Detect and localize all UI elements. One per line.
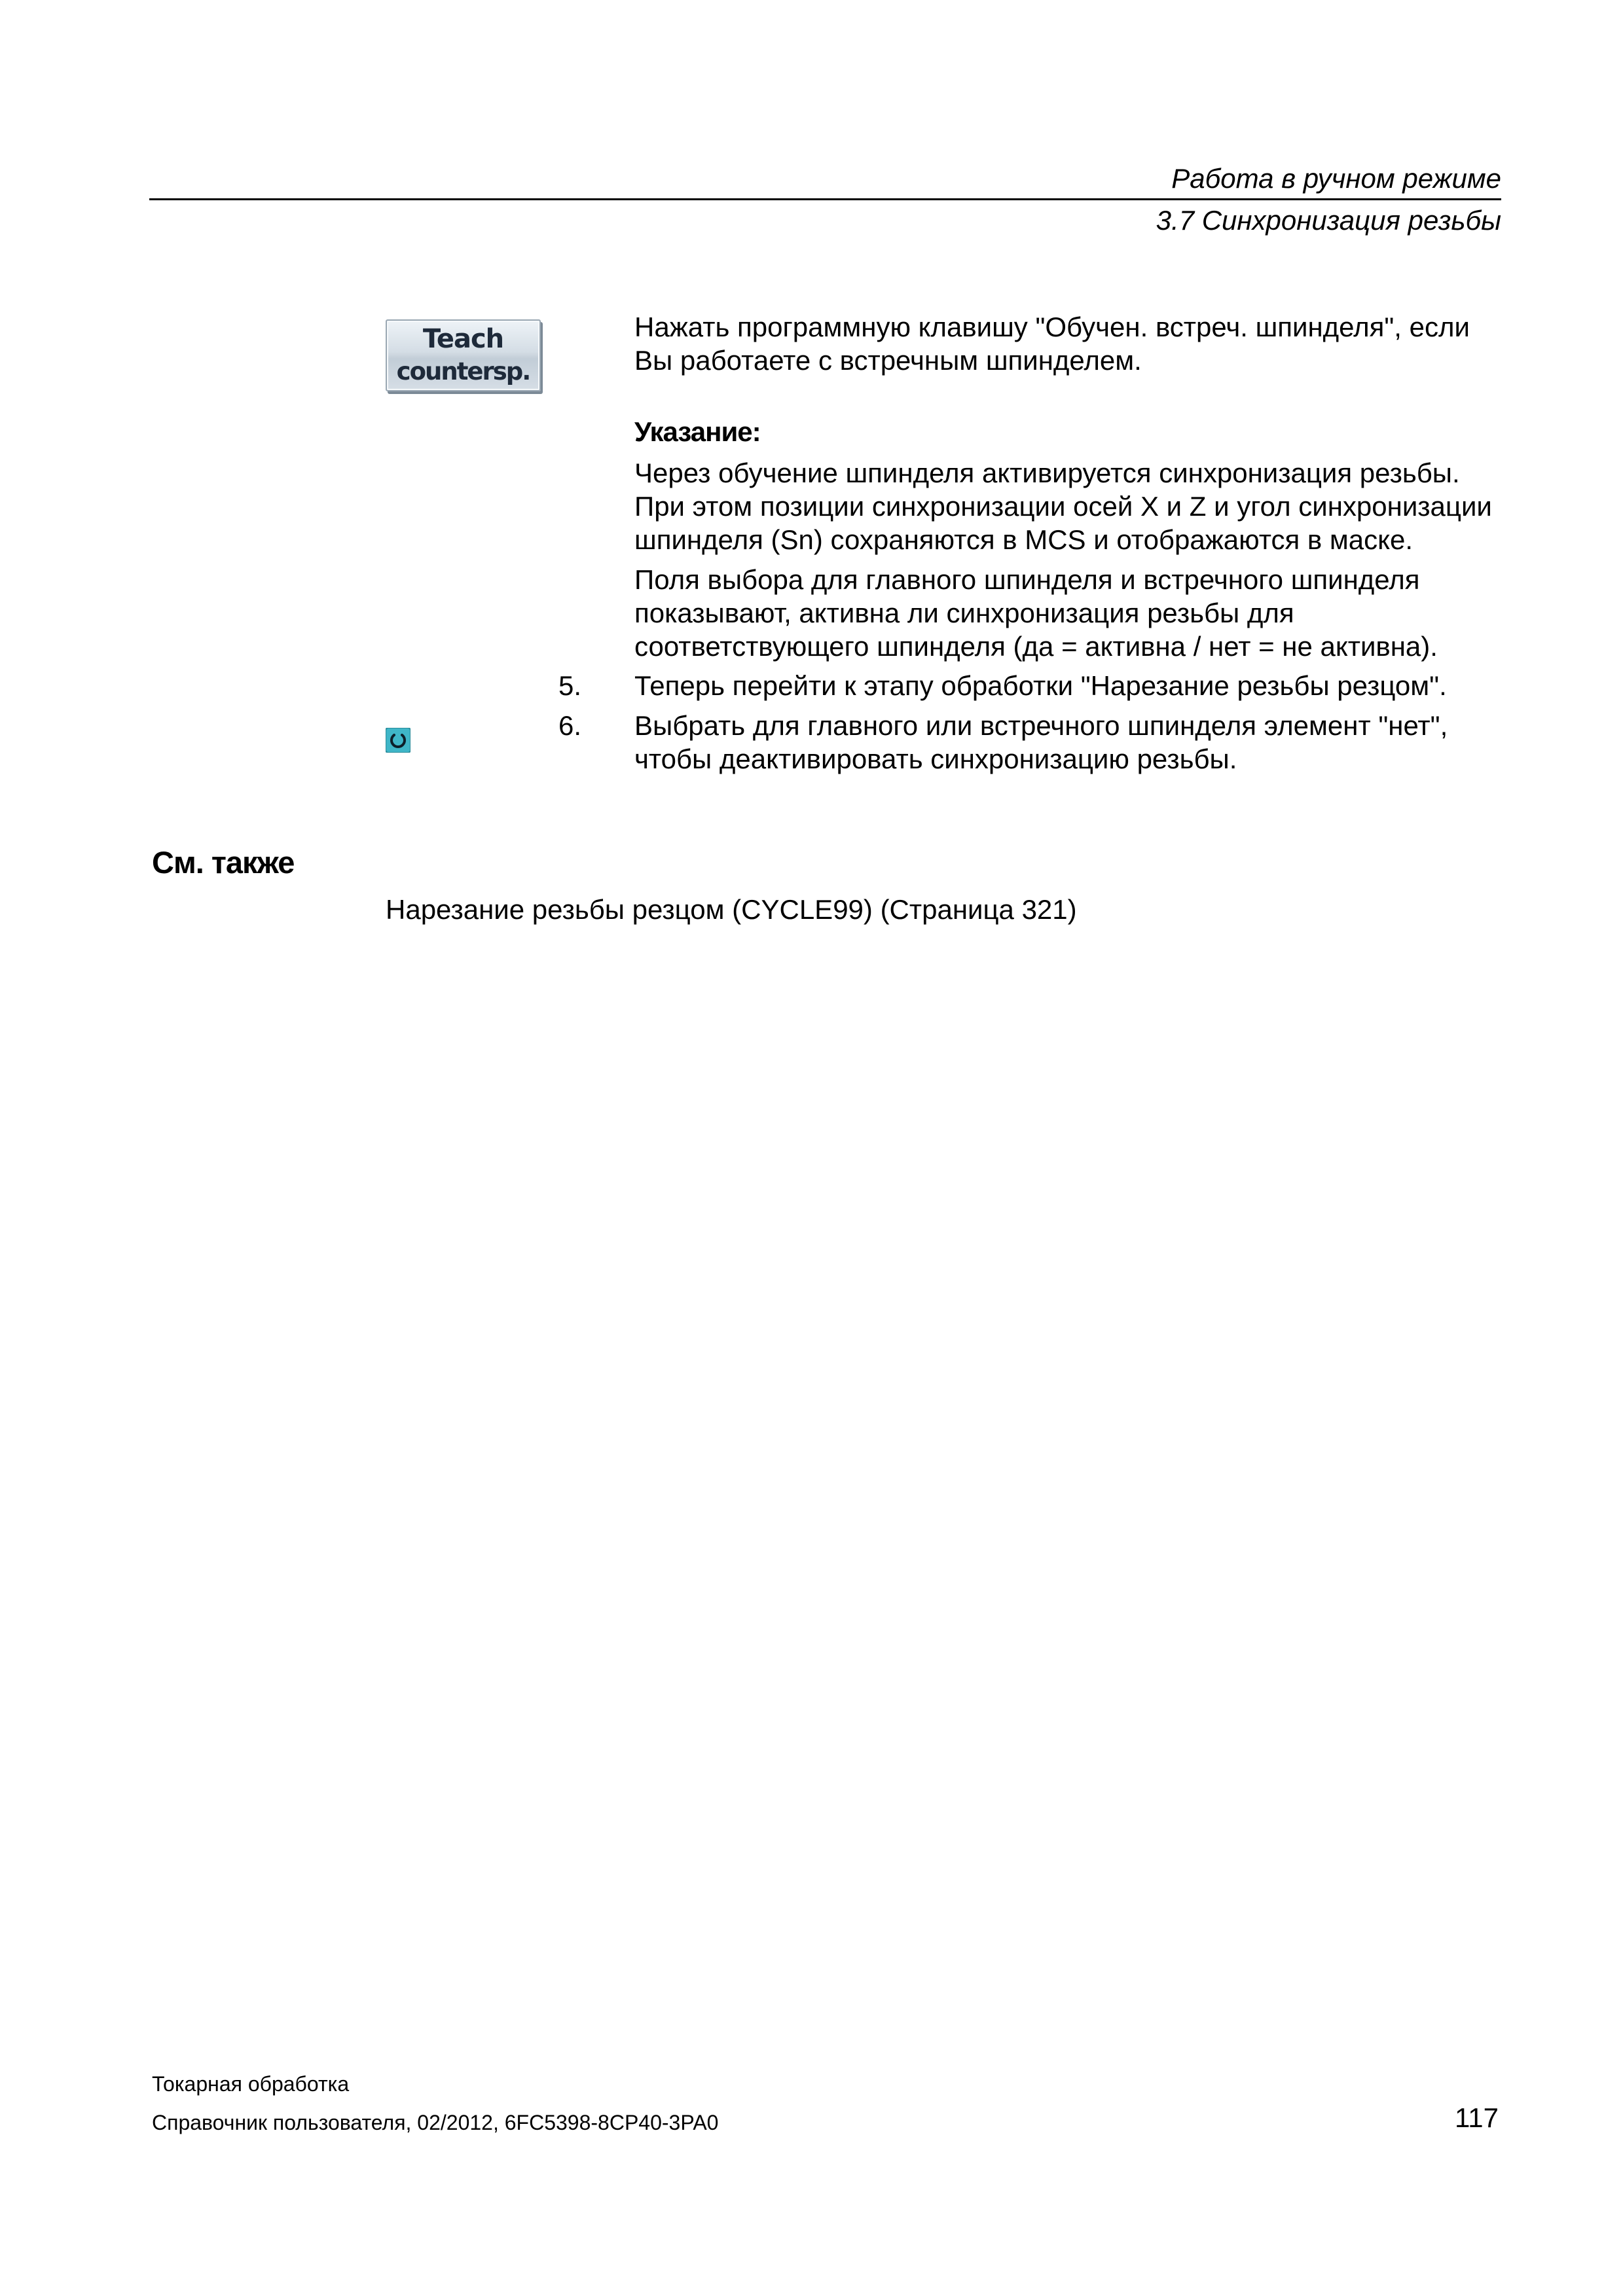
text-line: Нажать программную клавишу "Обучен. встреч. шпинделя", если [634,312,1470,342]
chapter-title: Работа в ручном режиме [1171,163,1501,194]
text-line: шпинделя (Sn) сохраняются в MCS и отображаются в маске. [634,524,1413,555]
note-paragraph-1 [634,456,1492,556]
text-line: Теперь перейти к этапу обработки "Нарезание резьбы резцом". [634,670,1447,701]
note-heading: Указание: [634,416,761,447]
text-line: соответствующего шпинделя (да = активна / нет = не активна). [634,631,1438,662]
softkey-label-line1: Teach [422,324,504,354]
softkey-label-line2: countersp. [396,357,530,386]
footer-product: Токарная обработка [152,2072,350,2096]
text-line: Через обучение шпинделя активируется синхронизация резьбы. [634,457,1460,488]
text-line: Вы работаете с встречным шпинделем. [634,345,1142,376]
page-number: 117 [1455,2102,1499,2133]
step-5-number: 5. [558,670,582,701]
see-also-heading: См. также [152,845,295,880]
text-line: чтобы деактивировать синхронизацию резьбы. [634,744,1237,774]
step-6-text [634,709,1448,776]
cycle-start-icon [386,728,410,753]
section-title: 3.7 Синхронизация резьбы [1156,205,1501,236]
teach-countersp-softkey[interactable] [386,319,541,391]
footer-doc-info: Справочник пользователя, 02/2012, 6FC5398-8CP40-3PA0 [152,2111,719,2134]
note-paragraph-2 [634,563,1438,663]
see-also-link[interactable]: Нарезание резьбы резцом (CYCLE99) (Страница 321) [386,894,1077,925]
intro-paragraph [634,310,1470,377]
step-5-text [634,669,1447,702]
step-6-number: 6. [558,710,582,741]
text-line: Выбрать для главного или встречного шпинделя элемент "нет", [634,710,1448,741]
text-line: Поля выбора для главного шпинделя и встречного шпинделя [634,564,1420,595]
text-line: При этом позиции синхронизации осей X и Z и угол синхронизации [634,491,1492,522]
header-rule [149,198,1501,200]
text-line: показывают, активна ли синхронизация резьбы для [634,598,1294,628]
